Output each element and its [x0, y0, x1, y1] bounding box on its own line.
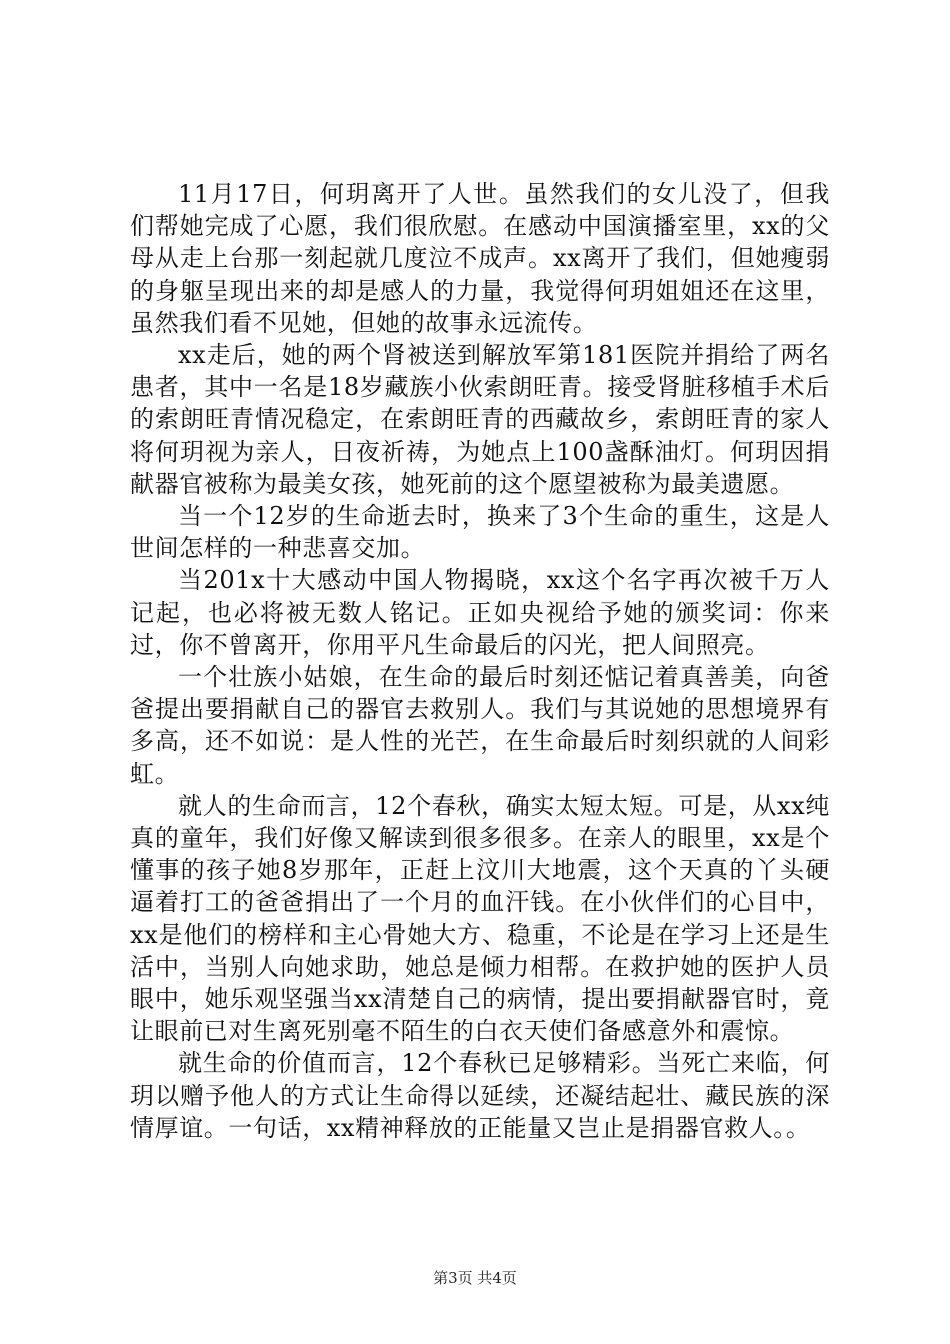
paragraph: xx走后，她的两个肾被送到解放军第181医院并捐给了两名患者，其中一名是18岁藏族小伙索朗旺青。接受肾脏移植手术后的索朗旺青情况稳定，在索朗旺青的西藏故乡，索朗旺青的家人将何玥视为亲人，日夜祈祷，为她点上100盏酥油灯。何玥因捐献器官被称为最美女孩，她死前的这个愿望被称为最美遗愿。 [130, 341, 830, 498]
paragraph: 就人的生命而言，12个春秋，确实太短太短。可是，从xx纯真的童年，我们好像又解读到很多很多。在亲人的眼里，xx是个懂事的孩子她8岁那年，正赶上汶川大地震，这个天真的丫头硬逼着打工的爸爸捐出了一个月的血汗钱。在小伙伴们的心目中，xx是他们的榜样和主心骨她大方、稳重，不论是在学习上还是生活中，当别人向她求助，她总是倾力相帮。在救护她的医护人员眼中，她乐观坚强当xx清楚自己的病情，提出要捐献器官时，竟让眼前已对生离死别毫不陌生的白衣天使们备感意外和震惊。 [130, 791, 830, 1046]
paragraph: 11月17日，何玥离开了人世。虽然我们的女儿没了，但我们帮她完成了心愿，我们很欣慰。在感动中国演播室里，xx的父母从走上台那一刻起就几度泣不成声。xx离开了我们，但她瘦弱的身躯呈现出来的却是感人的力量，我觉得何玥姐姐还在这里，虽然我们看不见她，但她的故事永远流传。 [130, 180, 830, 337]
paragraph: 当201x十大感动中国人物揭晓，xx这个名字再次被千万人记起，也必将被无数人铭记。正如央视给予她的颁奖词：你来过，你不曾离开，你用平凡生命最后的闪光，把人间照亮。 [130, 566, 830, 659]
paragraph: 就生命的价值而言，12个春秋已足够精彩。当死亡来临，何玥以赠予他人的方式让生命得以延续，还凝结起壮、藏民族的深情厚谊。一句话，xx精神释放的正能量又岂止是捐器官救人。。 [130, 1049, 830, 1142]
paragraph: 当一个12岁的生命逝去时，换来了3个生命的重生，这是人世间怎样的一种悲喜交加。 [130, 502, 830, 563]
article-body [130, 178, 830, 1144]
paragraph: 一个壮族小姑娘，在生命的最后时刻还惦记着真善美，向爸爸提出要捐献自己的器官去救别人。我们与其说她的思想境界有多高，还不如说：是人性的光芒，在生命最后时刻织就的人间彩虹。 [130, 663, 830, 788]
page-number-footer: 第3页 共4页 [433, 1269, 517, 1287]
